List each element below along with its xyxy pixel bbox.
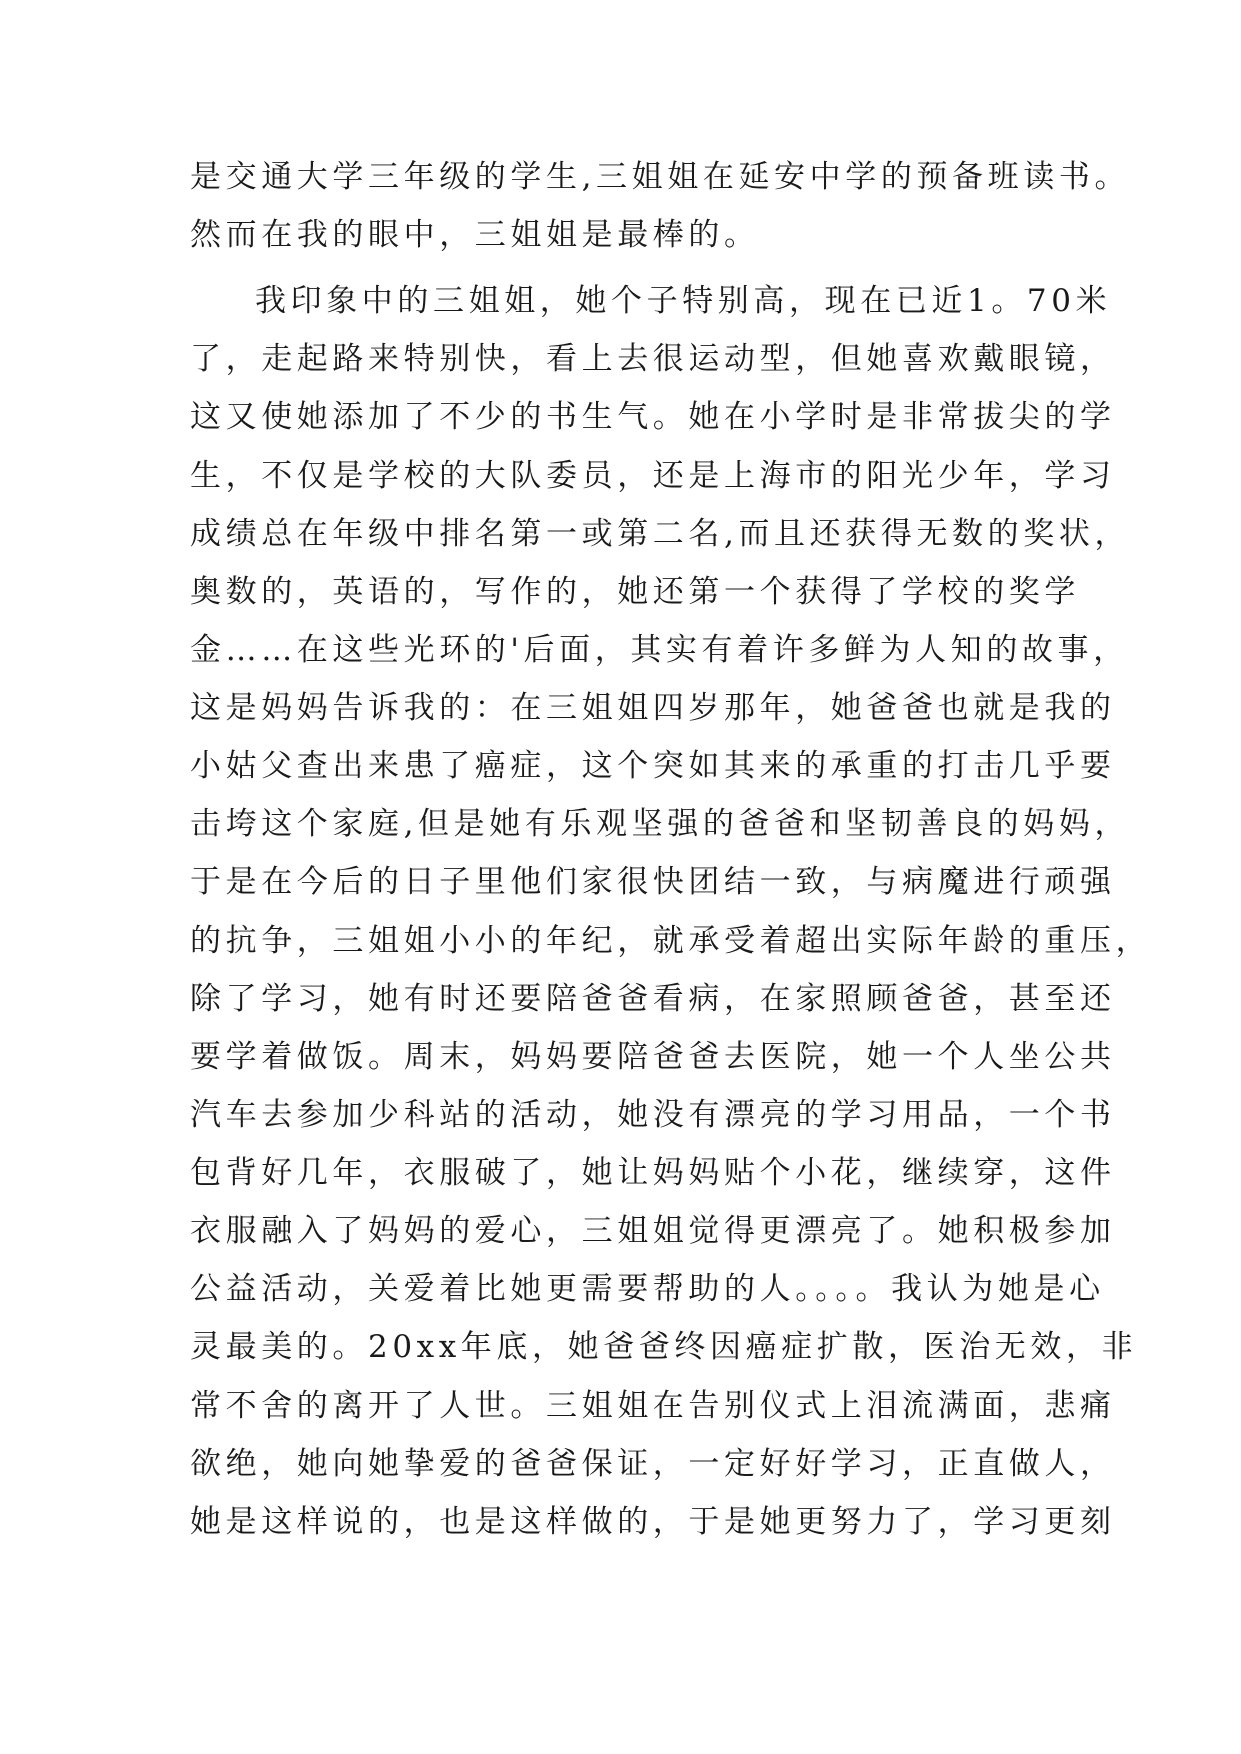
text-line: 汽车去参加少科站的活动，她没有漂亮的学习用品，一个书 [190, 1097, 1116, 1133]
text-line: 公益活动，关爱着比她更需要帮助的人。。。。我认为她是心 [190, 1271, 1105, 1307]
text-line: 生，不仅是学校的大队委员，还是上海市的阳光少年，学习 [190, 458, 1116, 494]
text-line: 这又使她添加了不少的书生气。她在小学时是非常拔尖的学 [190, 399, 1116, 435]
text-line: 欲绝，她向她挚爱的爸爸保证，一定好好学习，正直做人， [190, 1446, 1116, 1482]
text-line: 这是妈妈告诉我的：在三姐姐四岁那年，她爸爸也就是我的 [190, 690, 1116, 726]
text-line: 灵最美的。20xx年底，她爸爸终因癌症扩散，医治无效，非 [190, 1329, 1138, 1365]
text-line: 是交通大学三年级的学生,三姐姐在延安中学的预备班读书。 [190, 159, 1131, 195]
text-line: 要学着做饭。周末，妈妈要陪爸爸去医院，她一个人坐公共 [190, 1039, 1116, 1075]
text-line: 的抗争，三姐姐小小的年纪，就承受着超出实际年龄的重压， [190, 923, 1152, 959]
text-line: 奥数的，英语的，写作的，她还第一个获得了学校的奖学 [190, 574, 1080, 610]
text-line: 成绩总在年级中排名第一或第二名,而且还获得无数的奖状， [190, 516, 1131, 552]
text-line: 包背好几年，衣服破了，她让妈妈贴个小花，继续穿，这件 [190, 1155, 1116, 1191]
text-line: 除了学习，她有时还要陪爸爸看病，在家照顾爸爸，甚至还 [190, 981, 1116, 1017]
text-line: 她是这样说的，也是这样做的，于是她更努力了，学习更刻 [190, 1504, 1116, 1540]
text-line: 常不舍的离开了人世。三姐姐在告别仪式上泪流满面，悲痛 [190, 1388, 1116, 1424]
text-line: 了，走起路来特别快，看上去很运动型，但她喜欢戴眼镜， [190, 341, 1116, 377]
text-line: 于是在今后的日子里他们家很快团结一致，与病魔进行顽强 [190, 864, 1116, 900]
text-line: 击垮这个家庭,但是她有乐观坚强的爸爸和坚韧善良的妈妈， [190, 806, 1131, 842]
paragraph-first-line: 我印象中的三姐姐，她个子特别高，现在已近1。70米 [255, 283, 1112, 319]
text-line: 小姑父查出来患了癌症，这个突如其来的承重的打击几乎要 [190, 748, 1116, 784]
text-line: 金……在这些光环的'后面，其实有着许多鲜为人知的故事， [190, 632, 1129, 668]
text-line: 然而在我的眼中，三姐姐是最棒的。 [190, 217, 760, 253]
text-line: 衣服融入了妈妈的爱心，三姐姐觉得更漂亮了。她积极参加 [190, 1213, 1116, 1249]
